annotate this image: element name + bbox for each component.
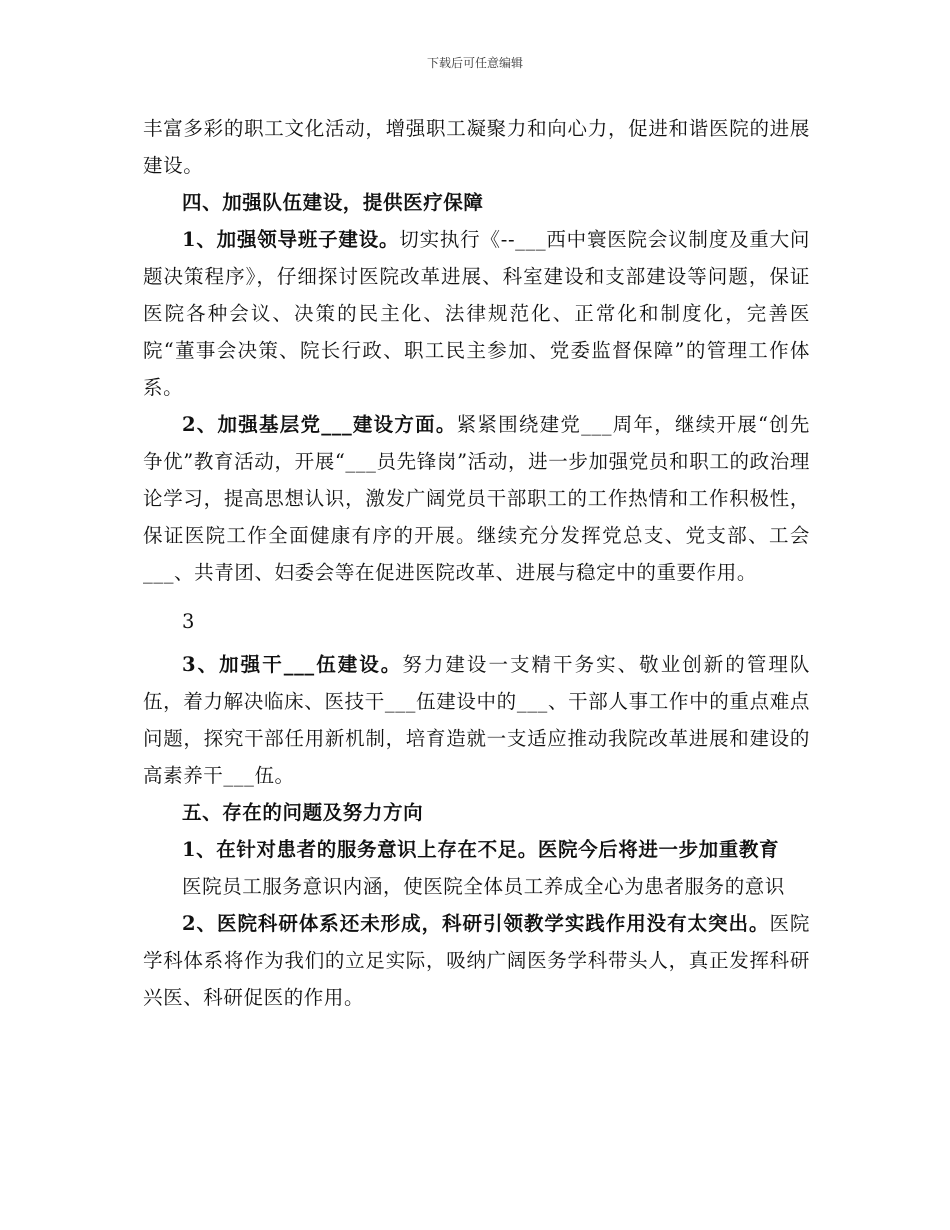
paragraph-text: 努力建设一支精干务实、敬业创新的管理队伍，着力解决临床、医技干___伍建设中的___、干部人事工作中的重点难点问题，探究干部任用新机制，培育造就一支适应推动我院改革进展和建设的高素养干___伍。 [143, 653, 810, 787]
paragraph-lead: 2、医院科研体系还未形成，科研引领教学实践作用没有太突出。 [182, 912, 770, 935]
paragraph-cadre-team [143, 646, 810, 794]
paragraph-text: 医院学科体系将作为我们的立足实际，吸纳广阔医务学科带头人，真正发挥科研兴医、科研促医的作用。 [143, 912, 810, 1009]
paragraph-lead: 2、加强基层党___建设方面。 [182, 413, 457, 436]
section-heading-4: 四、加强队伍建设，提供医疗保障 [182, 191, 484, 214]
paragraph-leadership [143, 221, 810, 406]
paragraph-text: 切实执行《--___西中寰医院会议制度及重大问题决策程序》，仔细探讨医院改革进展、科室建设和支部建设等问题，保证医院各种会议、决策的民主化、法律规范化、正常化和制度化，完善医院“董事会决策、院长行政、职工民主参加、党委监督保障”的管理工作体系。 [143, 228, 810, 399]
paragraph-continuation: 丰富多彩的职工文化活动，增强职工凝聚力和向心力，促进和谐医院的进展建设。 [143, 117, 810, 177]
paragraph-party-building [143, 406, 810, 591]
paragraph-lead: 3、加强干___伍建设。 [182, 653, 403, 676]
section-heading-5: 五、存在的问题及努力方向 [182, 801, 424, 824]
paragraph-research-system [143, 905, 810, 1016]
paragraph-service-awareness: 医院员工服务意识内涵，使医院全体员工养成全心为患者服务的意识 [182, 875, 786, 898]
page-number: 3 [182, 610, 196, 633]
document-body [143, 110, 810, 1016]
page-header: 下载后可任意编辑 [426, 56, 523, 70]
paragraph-lead: 1、加强领导班子建设。 [182, 228, 400, 251]
paragraph-text: 紧紧围绕建党___周年，继续开展“创先争优”教育活动，开展“___员先锋岗”活动，进一步加强党员和职工的政治理论学习，提高思想认识，激发广阔党员干部职工的工作热情和工作积极性，保证医院工作全面健康有序的开展。继续充分发挥党总支、党支部、工会___、共青团、妇委会等在促进医院改革、进展与稳定中的重要作用。 [143, 413, 810, 584]
problem-heading-1: 1、在针对患者的服务意识上存在不足。医院今后将进一步加重教育 [182, 838, 780, 861]
